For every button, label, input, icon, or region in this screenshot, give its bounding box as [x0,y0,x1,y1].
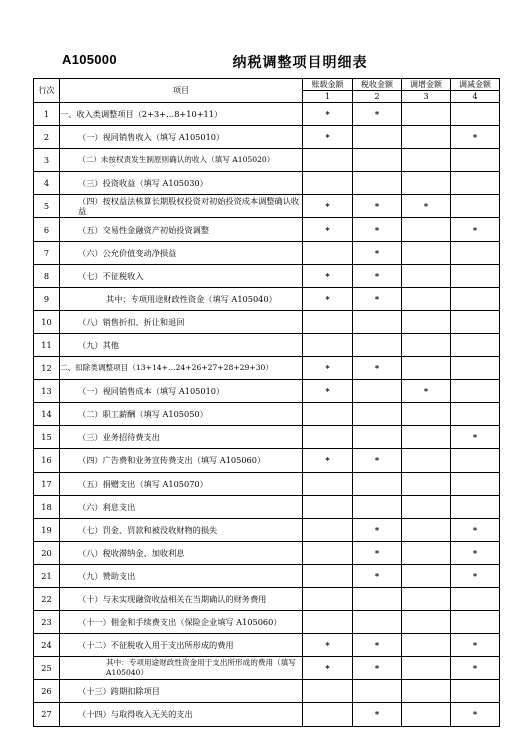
row-item-text [60,472,303,495]
header-col-number: 3 [402,91,451,103]
amount-cell-marker [353,426,402,449]
table-row [34,403,500,426]
amount-cell-marker: * [303,195,353,218]
amount-cell-marker: * [303,657,353,680]
amount-cell-marker [303,472,353,495]
amount-cell-marker [353,495,402,518]
row-item-label: （九）其他 [78,339,119,350]
row-item-label: （十四）与取得收入无关的支出 [78,709,193,720]
header-book-amount: 账载金额 [303,79,353,91]
table-row [34,218,500,241]
amount-cell-marker [402,149,451,172]
amount-cell-marker [353,587,402,610]
amount-cell-marker [402,403,451,426]
amount-cell-marker [451,333,500,356]
table-row [34,541,500,564]
amount-cell-marker [402,634,451,657]
row-number: 17 [34,472,60,495]
row-number: 16 [34,449,60,472]
amount-cell-marker [402,333,451,356]
table-row [34,518,500,541]
amount-cell-marker [303,564,353,587]
table-row [34,657,500,680]
amount-cell-marker [303,172,353,195]
amount-cell-marker [451,172,500,195]
header-col-number: 4 [451,91,500,103]
row-item-text [60,310,303,333]
row-number: 22 [34,587,60,610]
row-item-text [60,172,303,195]
row-item-text [60,103,303,126]
row-item-label: （三）业务招待费支出 [78,432,160,443]
row-number: 23 [34,611,60,634]
amount-cell-marker [303,587,353,610]
amount-cell-marker [303,611,353,634]
header-col-number: 1 [303,91,353,103]
row-item-text [60,195,303,218]
table-row [34,103,500,126]
amount-cell-marker [353,611,402,634]
row-item-text [60,657,303,680]
row-item-text [60,680,303,703]
amount-cell-marker [451,449,500,472]
amount-cell-marker [303,310,353,333]
row-item-text [60,634,303,657]
amount-cell-marker [402,103,451,126]
amount-cell-marker [303,518,353,541]
row-item-text [60,564,303,587]
amount-cell-marker [353,126,402,149]
amount-cell-marker [451,287,500,310]
form-code: A105000 [62,52,117,67]
amount-cell-marker [451,310,500,333]
row-item-label: （八）税收滞纳金、加收利息 [78,547,185,558]
amount-cell-marker [402,611,451,634]
amount-cell-marker [451,611,500,634]
amount-cell-marker: * [402,195,451,218]
amount-cell-marker [402,426,451,449]
row-item-label: （五）交易性金融资产初始投资调整 [78,224,210,235]
amount-cell-marker [451,472,500,495]
row-number: 18 [34,495,60,518]
amount-cell-marker: * [353,357,402,380]
row-item-label: 一、收入类调整项目（2+3+…8+10+11） [60,109,223,120]
row-number: 4 [34,172,60,195]
amount-cell-marker: * [303,264,353,287]
row-number: 12 [34,357,60,380]
row-item-label: （五）捐赠支出（填写 A105070） [78,478,208,489]
row-item-label: （十三）跨期扣除项目 [78,686,160,697]
amount-cell-marker [402,657,451,680]
amount-cell-marker: * [451,634,500,657]
amount-cell-marker [402,680,451,703]
row-item-label: （七）不征税收入 [78,270,144,281]
header-tax-amount: 税收金额 [353,79,402,91]
row-number: 15 [34,426,60,449]
row-item-label: （二）未按权责发生制原则确认的收入（填写 A105020） [78,155,275,165]
amount-cell-marker: * [353,541,402,564]
row-item-text [60,264,303,287]
header-decrease-amount: 调减金额 [451,79,500,91]
amount-cell-marker [353,680,402,703]
amount-cell-marker: * [353,449,402,472]
amount-cell-marker: * [303,218,353,241]
amount-cell-marker [451,264,500,287]
row-number: 27 [34,703,60,726]
amount-cell-marker [303,403,353,426]
amount-cell-marker [451,495,500,518]
table-body [34,103,500,727]
amount-cell-marker [402,310,451,333]
amount-cell-marker [402,518,451,541]
row-item-label: 其中：专项用途财政性资金用于支出所形成的费用（填写 A105040） [106,658,296,678]
row-item-label: （八）销售折扣、折让和退回 [78,316,185,327]
table-row [34,357,500,380]
amount-cell-marker [402,357,451,380]
amount-cell-marker [402,495,451,518]
row-item-label: （一）视同销售收入（填写 A105010） [78,132,225,143]
row-number: 11 [34,333,60,356]
row-number: 8 [34,264,60,287]
row-item-text [60,126,303,149]
table-row [34,426,500,449]
row-number: 3 [34,149,60,172]
row-item-text [60,380,303,403]
header-item: 项目 [60,79,303,103]
amount-cell-marker [402,541,451,564]
row-item-text [60,495,303,518]
row-number: 19 [34,518,60,541]
amount-cell-marker [451,103,500,126]
row-item-label: （六）公允价值变动净损益 [78,247,177,258]
amount-cell-marker: * [303,287,353,310]
amount-cell-marker: * [353,264,402,287]
amount-cell-marker [303,495,353,518]
row-item-label: （二）职工薪酬（填写 A105050） [78,409,208,420]
amount-cell-marker: * [353,287,402,310]
table-row [34,449,500,472]
row-item-label: （四）按权益法核算长期股权投资对初始投资成本调整确认收益 [78,196,300,217]
row-item-text [60,241,303,264]
amount-cell-marker [353,472,402,495]
table-row [34,126,500,149]
table-row [34,472,500,495]
table-row [34,680,500,703]
table-row [34,195,500,218]
row-item-text [60,357,303,380]
row-number: 26 [34,680,60,703]
amount-cell-marker [303,426,353,449]
row-item-text [60,587,303,610]
row-item-text [60,449,303,472]
amount-cell-marker [303,241,353,264]
amount-cell-marker: * [353,241,402,264]
amount-cell-marker [353,310,402,333]
amount-cell-marker: * [451,518,500,541]
row-item-text [60,149,303,172]
amount-cell-marker: * [451,426,500,449]
amount-cell-marker [451,195,500,218]
amount-cell-marker: * [402,380,451,403]
table-row [34,264,500,287]
table-row [34,611,500,634]
header-col-number: 2 [353,91,402,103]
row-item-label: 二、扣除类调整项目（13+14+…24+26+27+28+29+30） [60,363,273,373]
row-number: 10 [34,310,60,333]
amount-cell-marker [451,357,500,380]
amount-cell-marker: * [353,634,402,657]
row-item-label: （六）利息支出 [78,501,136,512]
row-item-label: （三）投资收益（填写 A105030） [78,178,208,189]
row-number: 5 [34,195,60,218]
row-item-text [60,218,303,241]
amount-cell-marker [402,172,451,195]
row-item-label: （七）罚金、罚款和被没收财物的损失 [78,524,218,535]
amount-cell-marker [402,703,451,726]
amount-cell-marker [303,680,353,703]
amount-cell-marker: * [303,380,353,403]
amount-cell-marker [353,380,402,403]
row-item-text [60,403,303,426]
amount-cell-marker: * [451,703,500,726]
amount-cell-marker: * [353,218,402,241]
amount-cell-marker [353,333,402,356]
amount-cell-marker [451,149,500,172]
amount-cell-marker: * [451,126,500,149]
table-row [34,333,500,356]
table-row [34,495,500,518]
row-item-label: （十）与未实现融资收益相关在当期确认的财务费用 [78,594,267,605]
amount-cell-marker [402,241,451,264]
amount-cell-marker [402,287,451,310]
amount-cell-marker [402,472,451,495]
row-item-label: （九）赞助支出 [78,570,136,581]
amount-cell-marker [402,564,451,587]
row-number: 20 [34,541,60,564]
amount-cell-marker [303,333,353,356]
amount-cell-marker: * [353,103,402,126]
amount-cell-marker: * [303,634,353,657]
amount-cell-marker [353,149,402,172]
row-item-text [60,611,303,634]
row-item-text [60,287,303,310]
amount-cell-marker [303,149,353,172]
amount-cell-marker [451,380,500,403]
amount-cell-marker [303,541,353,564]
amount-cell-marker: * [451,564,500,587]
row-item-label: （四）广告费和业务宣传费支出（填写 A105060） [78,455,266,466]
row-number: 7 [34,241,60,264]
amount-cell-marker: * [353,564,402,587]
amount-cell-marker [402,264,451,287]
form-title: 纳税调整项目明细表 [232,55,368,71]
row-item-text [60,703,303,726]
row-number: 13 [34,380,60,403]
amount-cell-marker: * [451,218,500,241]
row-number: 1 [34,103,60,126]
row-item-text [60,426,303,449]
table-row [34,172,500,195]
amount-cell-marker: * [303,126,353,149]
amount-cell-marker: * [303,357,353,380]
amount-cell-marker [353,172,402,195]
row-number: 24 [34,634,60,657]
row-item-text [60,518,303,541]
form-header [0,52,532,72]
table-row [34,564,500,587]
amount-cell-marker: * [353,657,402,680]
row-item-text [60,333,303,356]
amount-cell-marker [353,403,402,426]
amount-cell-marker [451,680,500,703]
row-number: 2 [34,126,60,149]
amount-cell-marker [451,587,500,610]
amount-cell-marker [402,126,451,149]
amount-cell-marker [402,587,451,610]
table-row [34,287,500,310]
row-item-label: 其中：专项用途财政性资金（填写 A105040） [106,293,277,304]
amount-cell-marker: * [353,703,402,726]
amount-cell-marker [402,449,451,472]
table-row [34,149,500,172]
table-row [34,587,500,610]
amount-cell-marker: * [353,518,402,541]
row-item-label: （十二）不征税收入用于支出所形成的费用 [78,640,234,651]
table-row [34,380,500,403]
row-number: 21 [34,564,60,587]
row-number: 25 [34,657,60,680]
amount-cell-marker [451,241,500,264]
row-item-text [60,541,303,564]
header-row-no: 行次 [34,79,60,103]
amount-cell-marker: * [451,541,500,564]
tax-adjustment-table [33,78,500,727]
amount-cell-marker: * [451,657,500,680]
amount-cell-marker: * [353,195,402,218]
amount-cell-marker [303,703,353,726]
table-row [34,634,500,657]
table-row [34,703,500,726]
amount-cell-marker [402,218,451,241]
row-number: 6 [34,218,60,241]
amount-cell-marker: * [303,449,353,472]
header-increase-amount: 调增金额 [402,79,451,91]
amount-cell-marker [451,403,500,426]
row-number: 14 [34,403,60,426]
row-item-label: （一）视同销售成本（填写 A105010） [78,386,225,397]
table-row [34,310,500,333]
amount-cell-marker: * [303,103,353,126]
row-item-label: （十一）佣金和手续费支出（保险企业填写 A105060） [78,617,282,628]
row-number: 9 [34,287,60,310]
table-row [34,241,500,264]
